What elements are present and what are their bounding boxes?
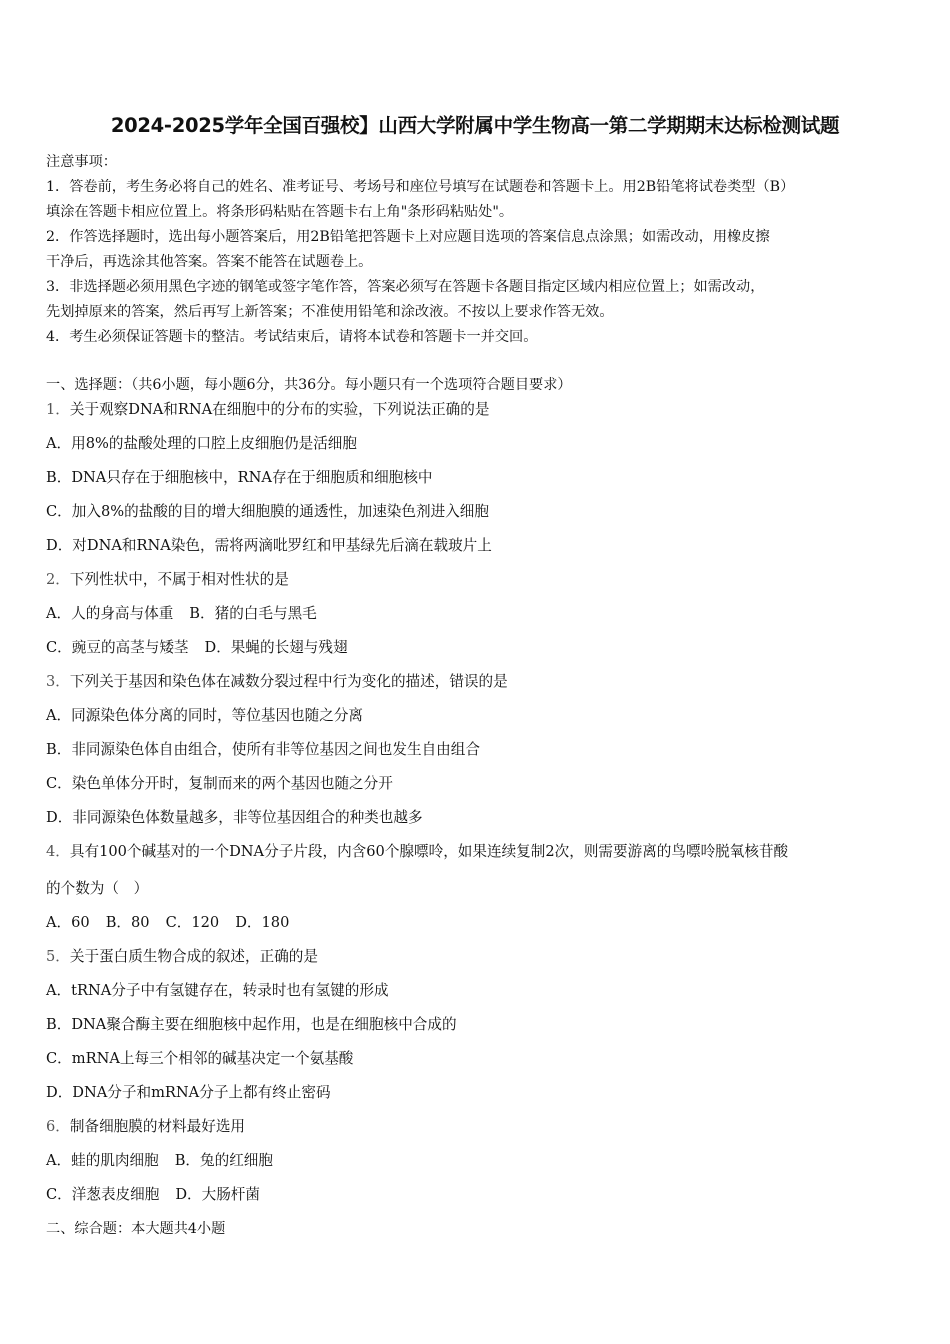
question-1-option-c: C．加入8%的盐酸的目的增大细胞膜的通透性，加速染色剂进入细胞 <box>46 503 489 520</box>
notice-line: 1．答卷前，考生务必将自己的姓名、准考证号、考场号和座位号填写在试题卷和答题卡上。用2B铅笔将试卷类型（B） <box>46 179 795 195</box>
question-2-option-d: D．果蝇的长翅与残翅 <box>204 639 348 656</box>
question-5-stem <box>46 946 318 968</box>
question-2-option-c: C．豌豆的高茎与矮茎 <box>46 639 189 656</box>
question-6-options-cd <box>46 1184 260 1206</box>
notice-line: 干净后，再选涂其他答案。答案不能答在试题卷上。 <box>46 254 373 270</box>
question-4-option-d: D．180 <box>235 914 290 931</box>
question-3-option-a: A．同源染色体分离的同时，等位基因也随之分离 <box>46 707 364 724</box>
question-number: 2． <box>46 571 70 588</box>
question-5-option-b: B．DNA聚合酶主要在细胞核中起作用，也是在细胞核中合成的 <box>46 1016 457 1033</box>
question-5-option-d: D．DNA分子和mRNA分子上都有终止密码 <box>46 1084 331 1101</box>
question-2-options-ab <box>46 603 317 625</box>
question-number: 4． <box>46 843 70 860</box>
question-text: 关于蛋白质生物合成的叙述，正确的是 <box>69 948 318 965</box>
question-4-options <box>46 912 289 934</box>
question-2-options-cd <box>46 637 348 659</box>
question-4-stem <box>46 841 788 863</box>
notice-line: 2．作答选择题时，选出每小题答案后，用2B铅笔把答题卡上对应题目选项的答案信息点涂黑；如需改动，用橡皮擦 <box>46 229 770 245</box>
notice-heading: 注意事项： <box>46 154 117 170</box>
page-title: 2024-2025学年全国百强校】山西大学附属中学生物高一第二学期期末达标检测试题 <box>110 114 840 137</box>
notice-line: 先划掉原来的答案，然后再写上新答案；不准使用铅笔和涂改液。不按以上要求作答无效。 <box>46 304 614 320</box>
question-2-option-a: A．人的身高与体重 <box>46 605 174 622</box>
question-4-option-c: C．120 <box>165 914 220 931</box>
question-1-option-b: B．DNA只存在于细胞核中，RNA存在于细胞质和细胞核中 <box>46 469 433 486</box>
question-6-option-d: D．大肠杆菌 <box>175 1186 260 1203</box>
question-text: 下列关于基因和染色体在减数分裂过程中行为变化的描述，错误的是 <box>69 673 508 690</box>
question-3-option-d: D．非同源染色体数量越多，非等位基因组合的种类也越多 <box>46 809 423 826</box>
question-3-option-c: C．染色单体分开时，复制而来的两个基因也随之分开 <box>46 775 393 792</box>
question-1-stem <box>46 399 489 421</box>
notice-line: 3．非选择题必须用黑色字迹的钢笔或签字笔作答，答案必须写在答题卡各题目指定区域内相应位置上；如需改动， <box>46 279 765 295</box>
question-text: 关于观察DNA和RNA在细胞中的分布的实验，下列说法正确的是 <box>69 401 490 418</box>
question-5-option-a: A．tRNA分子中有氢键存在，转录时也有氢键的形成 <box>46 982 389 999</box>
question-1-option-a: A．用8%的盐酸处理的口腔上皮细胞仍是活细胞 <box>46 435 357 452</box>
question-number: 3． <box>46 673 70 690</box>
question-2-stem <box>46 569 289 591</box>
question-3-stem <box>46 671 508 693</box>
question-6-option-c: C．洋葱表皮细胞 <box>46 1186 160 1203</box>
question-2-option-b: B．猪的白毛与黑毛 <box>189 605 317 622</box>
question-number: 6． <box>46 1118 70 1135</box>
question-6-stem <box>46 1116 245 1138</box>
section-heading-comprehensive: 二、综合题：本大题共4小题 <box>46 1221 226 1237</box>
question-6-option-b: B．兔的红细胞 <box>174 1152 273 1169</box>
question-6-options-ab <box>46 1150 273 1172</box>
question-3-option-b: B．非同源染色体自由组合，使所有非等位基因之间也发生自由组合 <box>46 741 480 758</box>
question-4-option-a: A．60 <box>46 914 90 931</box>
question-text: 具有100个碱基对的一个DNA分子片段，内含60个腺嘌呤，如果连续复制2次，则需要游离的鸟嘌呤脱氧核苷酸 <box>69 843 789 860</box>
section-heading-choice: 一、选择题：（共6小题，每小题6分，共36分。每小题只有一个选项符合题目要求） <box>46 377 572 393</box>
question-text: 下列性状中，不属于相对性状的是 <box>69 571 289 588</box>
question-number: 1． <box>46 401 70 418</box>
notice-line: 填涂在答题卡相应位置上。将条形码粘贴在答题卡右上角"条形码粘贴处"。 <box>46 204 514 220</box>
question-6-option-a: A．蛙的肌肉细胞 <box>46 1152 159 1169</box>
question-1-option-d: D．对DNA和RNA染色，需将两滴吡罗红和甲基绿先后滴在载玻片上 <box>46 537 492 554</box>
notice-line: 4．考生必须保证答题卡的整洁。考试结束后，请将本试卷和答题卡一并交回。 <box>46 329 538 345</box>
question-4-stem-continued: 的个数为（ ） <box>46 880 149 897</box>
question-number: 5． <box>46 948 70 965</box>
question-4-option-b: B．80 <box>105 914 150 931</box>
question-text: 制备细胞膜的材料最好选用 <box>69 1118 246 1135</box>
notice-block <box>46 150 908 350</box>
question-5-option-c: C．mRNA上每三个相邻的碱基决定一个氨基酸 <box>46 1050 354 1067</box>
